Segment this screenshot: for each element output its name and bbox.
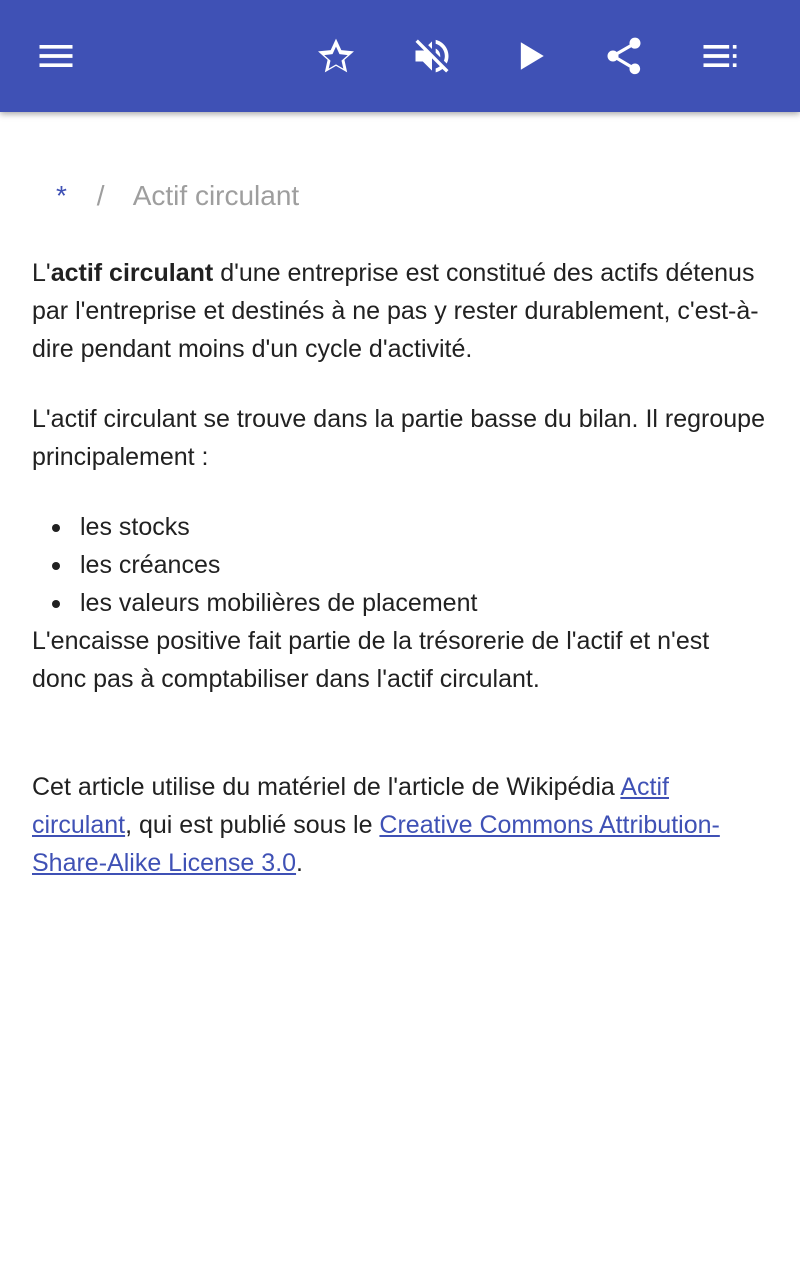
toc-button[interactable]	[692, 28, 748, 84]
breadcrumb-current: Actif circulant	[132, 180, 300, 211]
favorite-button[interactable]	[308, 28, 364, 84]
second-paragraph: L'actif circulant se trouve dans la partie basse du bilan. Il regroupe principalement :	[32, 405, 765, 471]
mute-button[interactable]	[404, 28, 460, 84]
bullet-icon	[52, 600, 60, 608]
app-toolbar	[0, 0, 800, 112]
play-button[interactable]	[502, 28, 558, 84]
intro-bold-term: actif circulant	[50, 259, 214, 287]
bullet-list	[32, 508, 768, 622]
license-link[interactable]: Creative Commons Attribution-Share-Alike License 3.0	[32, 811, 720, 877]
third-paragraph: L'encaisse positive fait partie de la trésorerie de l'actif et n'est donc pas à comptabiliser dans l'actif circulant.	[32, 627, 710, 693]
breadcrumb	[56, 180, 299, 212]
attribution-paragraph	[32, 768, 768, 882]
list-item	[32, 508, 768, 546]
play-icon	[508, 34, 552, 78]
list-icon	[698, 34, 742, 78]
volume-off-icon	[410, 34, 454, 78]
attribution-suffix: .	[296, 849, 303, 877]
list-item-text: les valeurs mobilières de placement	[80, 589, 478, 617]
list-item-text: les créances	[80, 551, 221, 579]
intro-rest: d'une entreprise est constitué des actifs détenus par l'entreprise et destinés à ne pas y rester durablement, c'est-à-dire pendant moins d'un cycle d'activité.	[32, 259, 759, 363]
menu-button[interactable]	[28, 28, 84, 84]
article-body	[32, 254, 768, 882]
intro-paragraph	[32, 254, 768, 368]
star-outline-icon	[314, 34, 358, 78]
menu-icon	[34, 34, 78, 78]
list-item-text: les stocks	[80, 513, 190, 541]
breadcrumb-separator: /	[96, 180, 105, 211]
wikipedia-article-link[interactable]: Actif circulant	[32, 773, 669, 839]
share-button[interactable]	[596, 28, 652, 84]
bullet-icon	[52, 524, 60, 532]
bullet-icon	[52, 562, 60, 570]
list-item	[32, 546, 768, 584]
breadcrumb-home[interactable]: *	[56, 180, 67, 211]
share-icon	[602, 34, 646, 78]
list-item	[32, 584, 768, 622]
attribution-prefix: Cet article utilise du matériel de l'article de Wikipédia	[32, 773, 621, 801]
attribution-middle: , qui est publié sous le	[125, 811, 380, 839]
intro-prefix: L'	[32, 259, 51, 287]
